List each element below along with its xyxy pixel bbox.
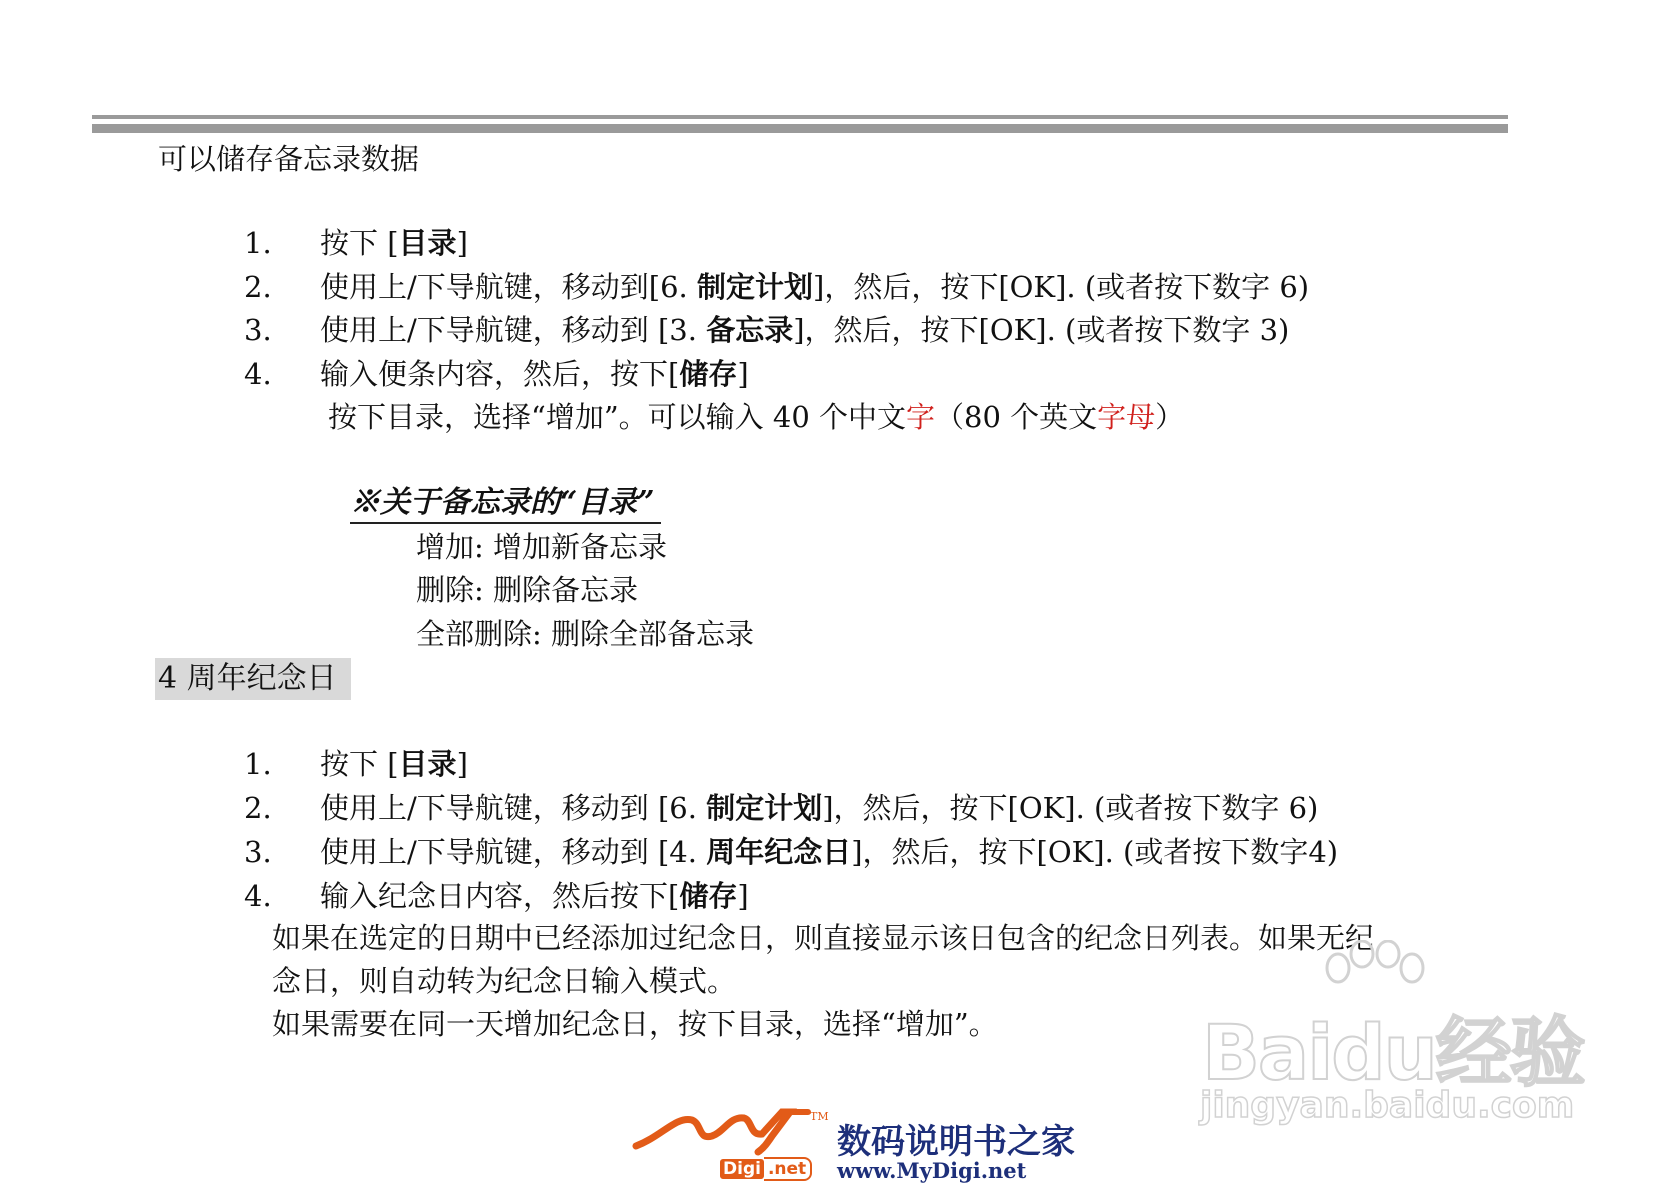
logo-trademark: TM <box>810 1110 829 1123</box>
anniv-step-1-pre: 按下 [ <box>320 747 399 781</box>
header-rule-thin <box>92 115 1508 119</box>
memo-step-3-bold: 备忘录 <box>706 313 794 347</box>
memo-step-1-number: 1. <box>244 226 272 260</box>
memo-step-2-pre: 使用上/下导航键，移动到[6. <box>320 270 697 304</box>
memo-tip-red-1: 字 <box>906 400 936 434</box>
memo-step-3-post: ]，然后，按下[OK]. (或者按下数字 3) <box>793 313 1290 347</box>
anniv-step-4-bold: 储存 <box>679 879 738 913</box>
anniv-step-2-number: 2. <box>244 791 272 825</box>
logo-badge <box>720 1158 812 1180</box>
memo-menu-item-delete-all: 全部删除: 删除全部备忘录 <box>416 617 754 651</box>
header-rule-thick <box>92 124 1508 133</box>
memo-step-3-pre: 使用上/下导航键，移动到 [3. <box>320 313 707 347</box>
memo-step-3 <box>320 311 1289 349</box>
intro-text: 可以储存备忘录数据 <box>158 142 420 176</box>
anniv-step-2-pre: 使用上/下导航键，移动到 [6. <box>320 791 707 825</box>
memo-step-4-pre: 输入便条内容，然后，按下[ <box>320 357 680 391</box>
anniv-step-3-post: ]，然后，按下[OK]. (或者按下数字4) <box>851 835 1339 869</box>
mydigi-logo <box>632 1106 1075 1186</box>
memo-step-4-number: 4. <box>244 357 272 391</box>
memo-tip-a: 按下目录，选择“增加”。可以输入 40 个中文 <box>328 400 906 434</box>
memo-step-2-post: ]，然后，按下[OK]. (或者按下数字 6) <box>813 270 1310 304</box>
memo-step-2-number: 2. <box>244 270 272 304</box>
anniv-step-4-post: ] <box>737 879 749 913</box>
memo-step-1-post: ] <box>456 226 468 260</box>
anniv-step-4 <box>320 877 749 915</box>
logo-site-url: www.MyDigi.net <box>837 1158 1027 1183</box>
anniv-step-3-pre: 使用上/下导航键，移动到 [4. <box>320 835 707 869</box>
memo-tip <box>328 398 1184 436</box>
anniv-step-2 <box>320 789 1318 827</box>
anniv-note-2: 念日，则自动转为纪念日输入模式。 <box>272 964 737 998</box>
anniv-note-3: 如果需要在同一天增加纪念日，按下目录，选择“增加”。 <box>272 1007 998 1041</box>
baidu-watermark <box>1196 940 1596 1130</box>
memo-step-4 <box>320 355 749 393</box>
anniv-step-3 <box>320 833 1338 871</box>
memo-tip-b: （80 个英文 <box>935 400 1098 434</box>
watermark-url: jingyan.baidu.com <box>1200 1085 1575 1126</box>
watermark-brand: Baidu经验 <box>1202 1008 1584 1097</box>
memo-step-3-number: 3. <box>244 313 272 347</box>
logo-badge-digi: Digi <box>720 1159 764 1179</box>
memo-step-1-bold: 目录 <box>398 226 457 260</box>
memo-step-1-pre: 按下 [ <box>320 226 399 260</box>
anniv-step-1-number: 1. <box>244 747 272 781</box>
memo-tip-c: ） <box>1155 400 1185 434</box>
memo-menu-item-add: 增加: 增加新备忘录 <box>416 530 667 564</box>
anniv-step-2-post: ]，然后，按下[OK]. (或者按下数字 6) <box>822 791 1319 825</box>
anniv-step-2-bold: 制定计划 <box>706 791 823 825</box>
anniv-step-3-bold: 周年纪念日 <box>706 835 852 869</box>
anniv-step-1 <box>320 745 468 783</box>
anniv-step-3-number: 3. <box>244 835 272 869</box>
section-heading-anniversary: 4 周年纪念日 <box>155 658 351 700</box>
anniv-note-1: 如果在选定的日期中已经添加过纪念日，则直接显示该日包含的纪念日列表。如果无纪 <box>272 921 1375 955</box>
anniv-step-1-bold: 目录 <box>398 747 457 781</box>
anniv-step-4-pre: 输入纪念日内容，然后按下[ <box>320 879 680 913</box>
anniv-step-4-number: 4. <box>244 879 272 913</box>
memo-step-2 <box>320 268 1309 306</box>
logo-site-name: 数码说明书之家 <box>837 1122 1075 1162</box>
memo-tip-red-2: 字母 <box>1097 400 1156 434</box>
memo-step-2-bold: 制定计划 <box>696 270 813 304</box>
logo-badge-net: .net <box>764 1157 812 1181</box>
my-logo-icon <box>632 1106 822 1156</box>
memo-menu-note-title: ※关于备忘录的“目录” <box>350 484 661 524</box>
memo-step-4-post: ] <box>737 357 749 391</box>
memo-step-4-bold: 储存 <box>679 357 738 391</box>
memo-menu-item-delete: 删除: 删除备忘录 <box>416 573 638 607</box>
anniv-step-1-post: ] <box>456 747 468 781</box>
memo-step-1 <box>320 224 468 262</box>
